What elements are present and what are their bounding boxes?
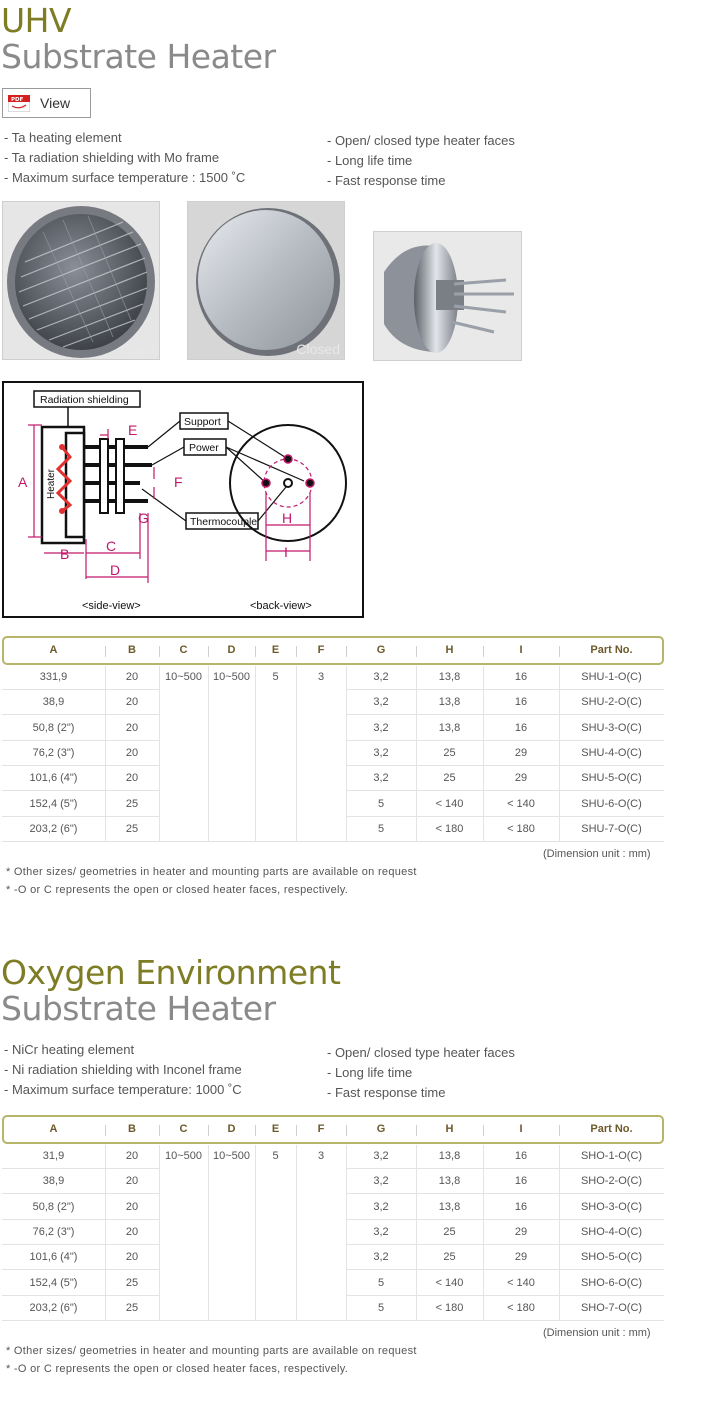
feature-item: - Long life time	[327, 153, 413, 168]
table-cell: 38,9	[42, 1175, 65, 1188]
table-cell: 25	[125, 1276, 139, 1289]
table-cell: 76,2 (3")	[32, 1225, 75, 1238]
header-separator	[346, 1125, 347, 1136]
dim-label-h: H	[282, 510, 293, 526]
table-cell: 20	[125, 671, 139, 683]
column-divider	[255, 1145, 256, 1321]
table-cell: 76,2 (3")	[32, 746, 75, 759]
column-header: Part No.	[590, 1123, 633, 1135]
column-divider	[416, 666, 417, 842]
svg-text:PDF: PDF	[11, 96, 24, 103]
row-divider	[2, 841, 159, 842]
view-pdf-button[interactable]	[2, 88, 91, 118]
label-radiation-shielding: Radiation shielding	[40, 394, 129, 406]
dim-label-d: D	[110, 562, 121, 578]
table-row	[0, 690, 662, 715]
table-cell: 25	[443, 1225, 456, 1238]
table-cell: 3,2	[373, 1175, 389, 1188]
column-header: Part No.	[590, 644, 633, 656]
oxygen-features-left	[4, 1040, 242, 1100]
table-cell: 25	[125, 797, 139, 810]
table-cell: SHU-4-O(C)	[581, 746, 642, 759]
table-cell: 16	[514, 671, 528, 683]
header-separator	[346, 646, 347, 657]
table-row	[0, 1169, 662, 1194]
oxygen-dimension-unit: (Dimension unit : mm)	[543, 1327, 651, 1339]
column-header: H	[445, 1123, 454, 1135]
uhv-features-right	[327, 131, 515, 191]
feature-item: - Open/ closed type heater faces	[327, 1045, 515, 1060]
table-header	[2, 1115, 664, 1144]
header-separator	[105, 1125, 106, 1136]
table-cell: 3,2	[373, 1150, 389, 1162]
uhv-spec-table	[0, 636, 666, 846]
table-cell: 152,4 (5")	[29, 1276, 78, 1289]
column-divider	[208, 1145, 209, 1321]
table-cell: < 140	[507, 797, 535, 810]
table-cell: 3,2	[373, 746, 389, 759]
table-row	[0, 1296, 662, 1321]
table-cell: 5	[377, 1276, 385, 1289]
table-cell: 29	[514, 746, 528, 759]
table-cell: < 180	[507, 1301, 535, 1314]
table-row	[0, 1195, 662, 1220]
table-cell: 20	[125, 1200, 139, 1213]
table-cell: SHU-3-O(C)	[581, 721, 642, 734]
row-divider	[2, 1320, 159, 1321]
feature-item: - Fast response time	[327, 1085, 446, 1100]
table-cell: 16	[514, 1175, 528, 1188]
header-separator	[159, 1125, 160, 1136]
oxygen-features-right	[327, 1043, 515, 1103]
table-cell: < 180	[507, 822, 535, 835]
table-cell: 5	[377, 1301, 385, 1314]
oxygen-title-line1: Oxygen Environment	[1, 953, 341, 992]
header-separator	[105, 646, 106, 657]
table-cell: SHO-3-O(C)	[580, 1200, 643, 1213]
label-support: Support	[184, 416, 221, 428]
photo-open-heater	[2, 201, 160, 360]
label-back-view: <back-view>	[250, 600, 312, 612]
table-cell-merged: 3	[317, 1150, 325, 1162]
table-cell: SHU-2-O(C)	[581, 696, 642, 709]
table-cell: < 180	[435, 1301, 464, 1314]
table-cell: SHO-2-O(C)	[580, 1175, 643, 1188]
table-cell: 20	[125, 721, 139, 734]
column-divider	[416, 1145, 417, 1321]
table-cell: 3,2	[373, 772, 389, 785]
column-header: H	[445, 644, 454, 656]
table-cell: 20	[125, 772, 139, 785]
table-cell: 13,8	[438, 696, 461, 709]
merged-bottom-line	[159, 1320, 346, 1321]
table-cell: 20	[125, 1225, 139, 1238]
table-cell-merged: 10~500	[164, 671, 202, 683]
dim-label-a: A	[18, 474, 28, 490]
column-header: B	[128, 1123, 136, 1135]
table-cell: SHU-1-O(C)	[581, 671, 642, 683]
column-divider	[105, 666, 106, 842]
header-separator	[416, 1125, 417, 1136]
column-divider	[559, 666, 560, 842]
column-divider	[483, 666, 484, 842]
table-cell: 38,9	[42, 696, 65, 709]
header-separator	[208, 1125, 209, 1136]
table-cell: 25	[125, 1301, 139, 1314]
table-cell: 29	[514, 1225, 528, 1238]
header-separator	[296, 1125, 297, 1136]
header-separator	[208, 646, 209, 657]
table-cell: 29	[514, 772, 528, 785]
table-cell: 50,8 (2")	[32, 721, 75, 734]
table-cell: 25	[443, 1251, 456, 1264]
table-cell-merged: 10~500	[212, 1150, 250, 1162]
oxygen-note: * Other sizes/ geometries in heater and mounting parts are available on request	[6, 1345, 417, 1357]
table-cell: 3,2	[373, 1225, 389, 1238]
feature-item: - NiCr heating element	[4, 1042, 135, 1057]
label-side-view: <side-view>	[82, 600, 141, 612]
header-separator	[416, 646, 417, 657]
view-label: View	[40, 95, 71, 111]
table-cell: 29	[514, 1251, 528, 1264]
table-cell: SHU-6-O(C)	[581, 797, 642, 810]
heater-dimension-diagram	[2, 381, 364, 618]
label-thermocouple: Thermocouple	[190, 516, 258, 528]
dim-label-f: F	[174, 474, 183, 490]
photo-heater-side	[373, 231, 522, 361]
oxygen-spec-table	[0, 1115, 666, 1325]
table-cell: 20	[125, 696, 139, 709]
table-cell: 3,2	[373, 696, 389, 709]
photo-closed-heater	[187, 201, 345, 360]
table-cell: SHO-4-O(C)	[580, 1225, 643, 1238]
table-row	[0, 817, 662, 842]
table-cell: 5	[377, 797, 385, 810]
table-header	[2, 636, 664, 665]
table-cell: 20	[125, 746, 139, 759]
header-separator	[483, 1125, 484, 1136]
photo-caption-open: Open	[120, 341, 155, 357]
table-cell: 13,8	[438, 721, 461, 734]
table-cell: 331,9	[39, 671, 68, 683]
column-divider	[296, 666, 297, 842]
table-cell: 152,4 (5")	[29, 797, 78, 810]
column-header: G	[376, 1123, 386, 1135]
table-cell-merged: 10~500	[164, 1150, 202, 1162]
table-cell: < 140	[435, 797, 464, 810]
table-cell: SHO-1-O(C)	[580, 1150, 643, 1162]
table-cell: 3,2	[373, 1251, 389, 1264]
photo-caption-closed: Closed	[296, 341, 340, 357]
oxygen-title-line2: Substrate Heater	[1, 989, 276, 1028]
header-separator	[296, 646, 297, 657]
column-header: G	[376, 644, 386, 656]
uhv-note: * -O or C represents the open or closed heater faces, respectively.	[6, 884, 349, 896]
feature-item: - Maximum surface temperature : 1500 ˚C	[4, 170, 246, 185]
table-cell: 5	[377, 822, 385, 835]
column-divider	[208, 666, 209, 842]
column-divider	[159, 666, 160, 842]
feature-item: - Ta radiation shielding with Mo frame	[4, 150, 220, 165]
table-cell-merged: 3	[317, 671, 325, 683]
table-cell: SHU-5-O(C)	[581, 772, 642, 785]
table-cell: 3,2	[373, 671, 389, 683]
column-divider	[346, 666, 347, 842]
column-header: D	[227, 1123, 236, 1135]
column-divider	[159, 1145, 160, 1321]
column-divider	[483, 1145, 484, 1321]
uhv-title-line2: Substrate Heater	[1, 37, 276, 76]
table-cell-merged: 5	[272, 1150, 279, 1162]
table-cell: 101,6 (4")	[29, 772, 78, 785]
table-cell: 25	[443, 746, 456, 759]
table-cell: SHO-6-O(C)	[580, 1276, 643, 1289]
merged-bottom-line	[159, 841, 346, 842]
uhv-title-line1: UHV	[1, 1, 72, 40]
column-header: I	[519, 644, 523, 656]
column-header: E	[271, 1123, 280, 1135]
table-cell: 16	[514, 1200, 528, 1213]
header-separator	[255, 1125, 256, 1136]
table-cell: 20	[125, 1251, 139, 1264]
table-row	[0, 1271, 662, 1296]
table-cell: 13,8	[438, 1175, 461, 1188]
uhv-dimension-unit: (Dimension unit : mm)	[543, 848, 651, 860]
uhv-features-left	[4, 128, 245, 188]
column-divider	[105, 1145, 106, 1321]
feature-item: - Open/ closed type heater faces	[327, 133, 515, 148]
feature-item: - Long life time	[327, 1065, 413, 1080]
oxygen-note: * -O or C represents the open or closed heater faces, respectively.	[6, 1363, 349, 1375]
table-cell: 101,6 (4")	[29, 1251, 78, 1264]
table-cell: SHO-7-O(C)	[580, 1301, 643, 1314]
column-header: B	[128, 644, 136, 656]
table-cell: 50,8 (2")	[32, 1200, 75, 1213]
table-cell: 16	[514, 696, 528, 709]
dim-label-e: E	[128, 422, 138, 438]
table-cell: SHO-5-O(C)	[580, 1251, 643, 1264]
feature-item: - Ta heating element	[4, 130, 122, 145]
label-power: Power	[189, 442, 219, 454]
table-cell: 203,2 (6")	[29, 1301, 78, 1314]
uhv-note: * Other sizes/ geometries in heater and mounting parts are available on request	[6, 866, 417, 878]
table-row	[0, 792, 662, 817]
feature-item: - Ni radiation shielding with Inconel frame	[4, 1062, 242, 1077]
table-cell: 31,9	[42, 1150, 65, 1162]
column-divider	[255, 666, 256, 842]
column-header: A	[49, 644, 58, 656]
column-header: A	[49, 1123, 58, 1135]
dim-label-b: B	[60, 546, 70, 562]
header-separator	[159, 646, 160, 657]
table-cell: 25	[443, 772, 456, 785]
table-row	[0, 741, 662, 766]
column-divider	[559, 1145, 560, 1321]
table-cell-merged: 5	[272, 671, 279, 683]
table-cell: < 180	[435, 822, 464, 835]
table-cell: 13,8	[438, 671, 461, 683]
table-cell: 203,2 (6")	[29, 822, 78, 835]
column-header: I	[519, 1123, 523, 1135]
column-header: F	[317, 1123, 325, 1135]
row-divider	[346, 841, 664, 842]
header-separator	[483, 646, 484, 657]
table-cell: 3,2	[373, 721, 389, 734]
row-divider	[346, 1320, 664, 1321]
pdf-icon	[8, 95, 30, 112]
table-cell: 25	[125, 822, 139, 835]
table-row	[0, 1220, 662, 1245]
dim-label-c: C	[106, 538, 117, 554]
table-cell-merged: 10~500	[212, 671, 250, 683]
table-cell: SHU-7-O(C)	[581, 822, 642, 835]
table-cell: < 140	[507, 1276, 535, 1289]
column-header: C	[179, 644, 188, 656]
feature-item: - Fast response time	[327, 173, 446, 188]
table-cell: 20	[125, 1175, 139, 1188]
table-cell: 20	[125, 1150, 139, 1162]
table-row	[0, 1245, 662, 1270]
dim-label-g: G	[138, 510, 149, 526]
table-cell: < 140	[435, 1276, 464, 1289]
dim-label-i: I	[284, 544, 288, 560]
table-cell: 16	[514, 1150, 528, 1162]
table-cell: 16	[514, 721, 528, 734]
column-divider	[346, 1145, 347, 1321]
table-cell: 3,2	[373, 1200, 389, 1213]
table-row	[0, 716, 662, 741]
table-cell: 13,8	[438, 1150, 461, 1162]
header-separator	[559, 646, 560, 657]
column-header: E	[271, 644, 280, 656]
column-divider	[296, 1145, 297, 1321]
label-heater: Heater	[46, 468, 57, 499]
table-row	[0, 766, 662, 791]
header-separator	[559, 1125, 560, 1136]
column-header: D	[227, 644, 236, 656]
column-header: F	[317, 644, 325, 656]
column-header: C	[179, 1123, 188, 1135]
header-separator	[255, 646, 256, 657]
feature-item: - Maximum surface temperature: 1000 ˚C	[4, 1082, 242, 1097]
table-cell: 13,8	[438, 1200, 461, 1213]
